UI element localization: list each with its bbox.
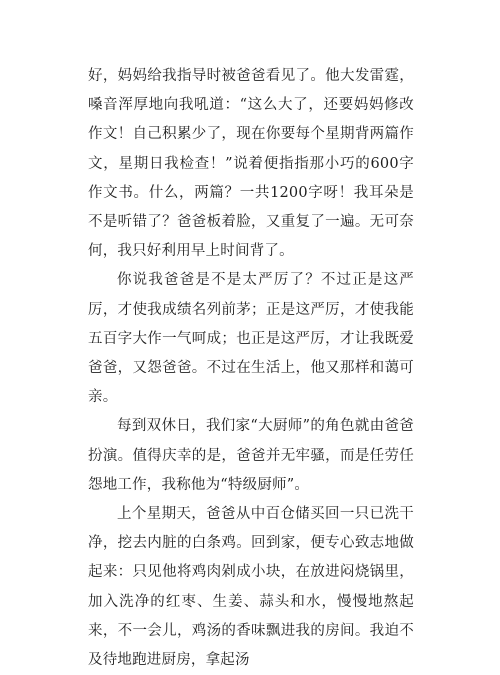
- paragraph-chicken-soup: 上个星期天，爸爸从中百仓储买回一只已洗干净，挖去内脏的白条鸡。回到家，便专心致志地做起来：只见他将鸡肉剁成小块，在放进闷烧锅里，加入洗净的红枣、生姜、蒜头和水，慢慢地熬起来，不一会儿，鸡汤的香味飘进我的房间。我迫不及待地跑进厨房，拿起汤: [88, 506, 414, 669]
- paragraph-strict-father: 你说我爸爸是不是太严厉了？不过正是这严厉，才使我成绩名列前茅；正是这严厉，才使我能五百字大作一气呵成；也正是这严厉，才让我既爱爸爸，又怨爸爸。不过在生活上，他又那样和蔼可亲。: [88, 272, 414, 406]
- paragraph-continued: 好，妈妈给我指导时被爸爸看见了。他大发雷霆，嗓音浑厚地向我吼道：“这么大了，还要妈妈修改作文！自己积累少了，现在你要每个星期背两篇作文，星期日我检查！”说着便指指那小巧的600字作文书。什么，两篇？一共1200字呀！我耳朵是不是听错了？爸爸板着脸，又重复了一遍。无可奈何，我只好利用早上时间背了。: [88, 68, 414, 260]
- essay-body: [88, 62, 414, 675]
- paragraph-weekend-chef: 每到双休日，我们家“大厨师”的角色就由爸爸扮演。值得庆幸的是，爸爸并无牢骚，而是任劳任怨地工作，我称他为“特级厨师”。: [88, 418, 414, 493]
